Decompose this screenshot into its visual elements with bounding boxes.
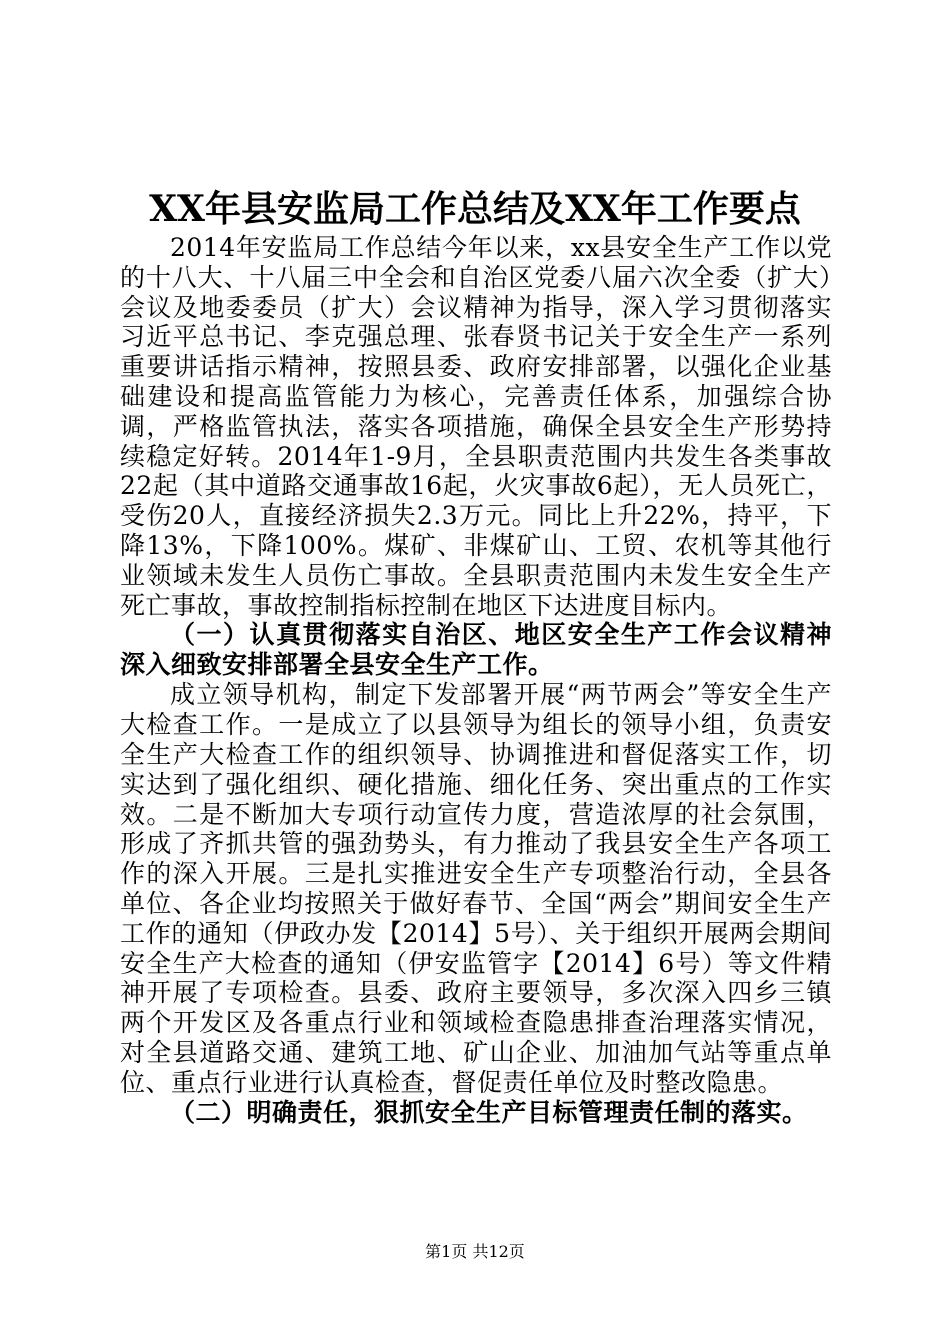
section-heading: （一）认真贯彻落实自治区、地区安全生产工作会议精神深入细致安排部署全县安全生产工作。 [120, 620, 832, 680]
body-paragraph: 2014年安监局工作总结今年以来，xx县安全生产工作以党的十八大、十八届三中全会和自治区党委八届六次全委（扩大）会议及地委委员（扩大）会议精神为指导，深入学习贯彻落实习近平总书记、李克强总理、张春贤书记关于安全生产一系列重要讲话指示精神，按照县委、政府安排部署，以强化企业基础建设和提高监管能力为核心，完善责任体系，加强综合协调，严格监管执法，落实各项措施，确保全县安全生产形势持续稳定好转。2014年1-9月，全县职责范围内共发生各类事故22起（其中道路交通事故16起，火灾事故6起），无人员死亡，受伤20人，直接经济损失2.3万元。同比上升22%，持平，下降13%，下降100%。煤矿、非煤矿山、工贸、农机等其他行业领域未发生人员伤亡事故。全县职责范围内未发生安全生产死亡事故，事故控制指标控制在地区下达进度目标内。 [120, 233, 832, 620]
page-footer: 第1页 共12页 [425, 1242, 525, 1261]
section-heading: （二）明确责任，狠抓安全生产目标管理责任制的落实。 [170, 1097, 808, 1127]
document-title: XX年县安监局工作总结及XX年工作要点 [149, 188, 801, 230]
document-body [120, 233, 832, 1128]
body-paragraph: 成立领导机构，制定下发部署开展“两节两会”等安全生产大检查工作。一是成立了以县领导为组长的领导小组，负责安全生产大检查工作的组织领导、协调推进和督促落实工作，切实达到了强化组织、硬化措施、细化任务、突出重点的工作实效。二是不断加大专项行动宣传力度，营造浓厚的社会氛围，形成了齐抓共管的强劲势头，有力推动了我县安全生产各项工作的深入开展。三是扎实推进安全生产专项整治行动，全县各单位、各企业均按照关于做好春节、全国“两会”期间安全生产工作的通知（伊政办发【2014】5号）、关于组织开展两会期间安全生产大检查的通知（伊安监管字【2014】6号）等文件精神开展了专项检查。县委、政府主要领导，多次深入四乡三镇两个开发区及各重点行业和领域检查隐患排查治理落实情况，对全县道路交通、建筑工地、矿山企业、加油加气站等重点单位、重点行业进行认真检查，督促责任单位及时整改隐患。 [120, 680, 832, 1097]
